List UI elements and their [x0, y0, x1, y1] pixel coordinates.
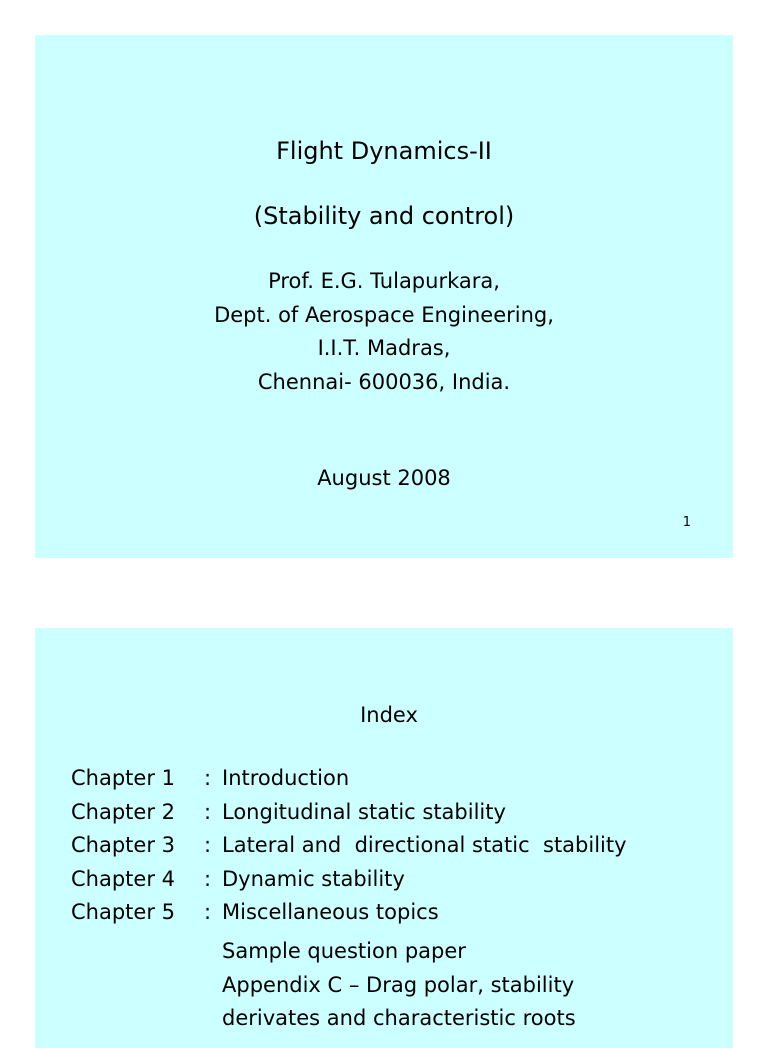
chapter-separator: :	[204, 799, 212, 824]
author-institute: I.I.T. Madras,	[317, 336, 451, 360]
chapter-number: Chapter 2	[71, 799, 175, 824]
chapter-title: Lateral and directional static stability	[222, 833, 627, 857]
chapter-number: Chapter 1	[71, 766, 175, 790]
index-slide	[35, 628, 733, 1048]
author-address: Chennai- 600036, India.	[257, 369, 511, 394]
author-department: Dept. of Aerospace Engineering,	[214, 302, 554, 327]
chapter-title: Miscellaneous topics	[222, 900, 439, 924]
author-block	[35, 265, 733, 399]
chapter-separator: :	[204, 833, 212, 857]
chapter-number: Chapter 4	[71, 866, 175, 891]
document-title: Flight Dynamics-II	[276, 137, 492, 165]
chapter-separator: :	[204, 866, 212, 891]
chapter-title: Longitudinal static stability	[222, 799, 506, 824]
chapter-separator: :	[204, 900, 212, 924]
extra-item: derivates and characteristic roots	[222, 1006, 576, 1030]
author-name: Prof. E.G. Tulapurkara,	[268, 269, 500, 293]
document-date: August 2008	[317, 466, 451, 490]
extras-list	[222, 935, 576, 1036]
chapter-number: Chapter 3	[71, 833, 175, 857]
extra-item: Sample question paper	[222, 939, 466, 963]
chapter-separator: :	[204, 766, 212, 790]
page-number: 1	[682, 515, 691, 530]
chapter-number: Chapter 5	[71, 900, 175, 924]
document-subtitle: (Stability and control)	[253, 202, 515, 230]
extra-item: Appendix C – Drag polar, stability	[222, 972, 575, 997]
chapter-title: Dynamic stability	[222, 866, 405, 891]
title-slide	[35, 35, 733, 558]
index-heading: Index	[360, 703, 418, 727]
chapter-title: Introduction	[222, 766, 350, 790]
